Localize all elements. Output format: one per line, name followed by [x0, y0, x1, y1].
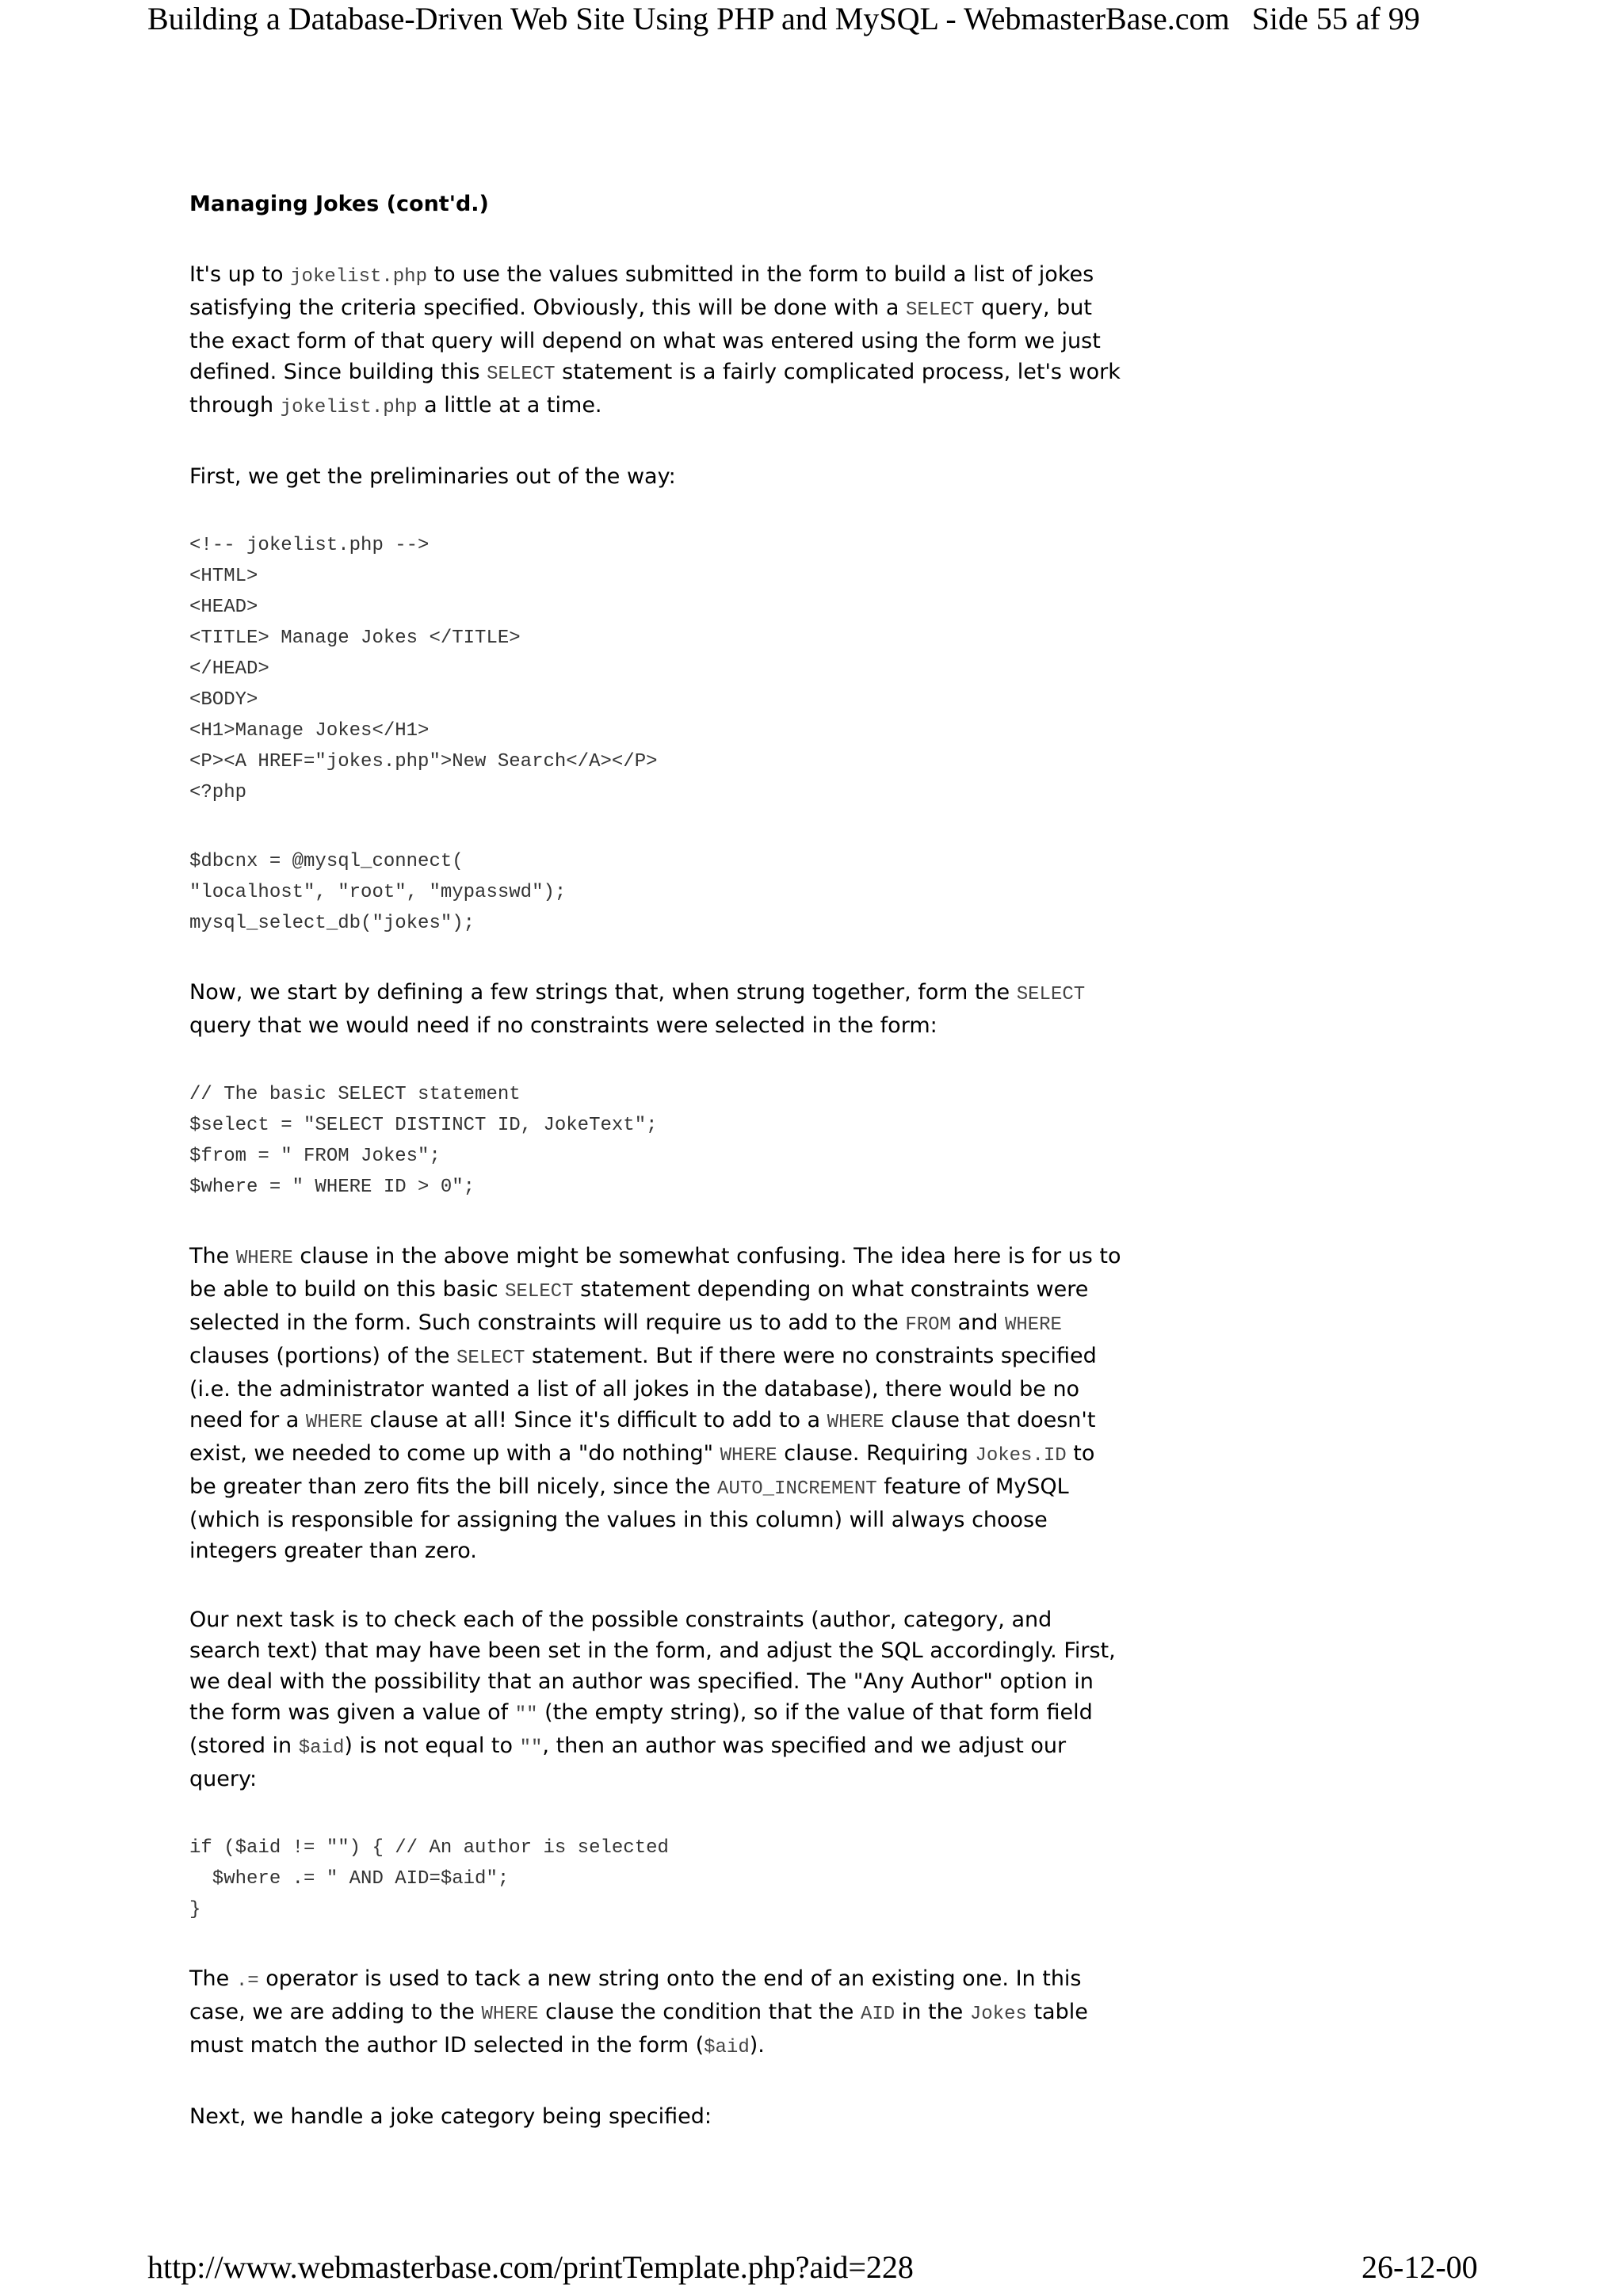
inline-code: SELECT [487, 364, 556, 385]
paragraph-preliminaries: First, we get the preliminaries out of the way: [189, 464, 676, 489]
inline-code: "" [514, 1704, 538, 1726]
inline-code: .= [235, 1970, 259, 1992]
code-block-select: // The basic SELECT statement $select = "SELECT DISTINCT ID, JokeText"; $from = " FROM Jokes"; $where = " WHERE ID > 0"; [189, 1084, 658, 1198]
print-header [147, 0, 1420, 38]
inline-code: SELECT [505, 1281, 574, 1302]
footer-url: http://www.webmasterbase.com/printTemplate.php?aid=228 [147, 2249, 914, 2285]
paragraph-operator: The .= operator is used to tack a new string onto the end of an existing one. In this case, we are adding to the WHERE clause the condition that the AID in the Jokes table must match the author ID selected in the form ($aid). [189, 1966, 1088, 2058]
inline-code: AID [860, 2004, 896, 2025]
section-heading: Managing Jokes (cont'd.) [189, 192, 489, 216]
paragraph-constraints: Our next task is to check each of the possible constraints (author, category, and search text) that may have been set in the form, and adjust the SQL accordingly. First, we deal with the possibility that an author was specified. The "Any Author" option in the form was given a value of "" (the empty string), so if the value of that form field (stored in $aid) is not equal to "", then an author was specified and we adjust our query: [189, 1608, 1116, 1791]
inline-code: AUTO_INCREMENT [717, 1478, 877, 1500]
inline-code: jokelist.php [290, 266, 427, 288]
inline-code: jokelist.php [280, 397, 418, 418]
document-title: Building a Database-Driven Web Site Using PHP and MySQL - WebmasterBase.com [147, 1, 1230, 36]
code-block-db-connect: $dbcnx = @mysql_connect( "localhost", "root", "mypasswd"); mysql_select_db("jokes"); [189, 851, 567, 934]
inline-code: Jokes [969, 2004, 1027, 2025]
paragraph-intro: It's up to jokelist.php to use the values submitted in the form to build a list of jokes satisfying the criteria specified. Obviously, this will be done with a SELECT query, but the exact form of that query will depend on what was entered using the form we just defined. Since building this SELECT statement is a fairly complicated process, let's work through jokelist.php a little at a time. [189, 262, 1121, 418]
paragraph-next: Next, we handle a joke category being specified: [189, 2104, 712, 2129]
code-block-author-check: if ($aid != "") { // An author is selected $where .= " AND AID=$aid"; } [189, 1837, 669, 1920]
paragraph-where-clause: The WHERE clause in the above might be somewhat confusing. The idea here is for us to be able to build on this basic SELECT statement depending on what constraints were selected in the form. Such constraints will require us to add to the FROM and WHERE clauses (portions) of the SELECT statement. But if there were no constraints specified (i.e. the administrator wanted a list of all jokes in the database), there would be no need for a WHERE clause at all! Since it's difficult to add to a WHERE clause that doesn't exist, we needed to come up with a "do nothing" WHERE clause. Requiring Jokes.ID to be greater than zero fits the bill nicely, since the AUTO_INCREMENT feature of MySQL (which is responsible for assigning the values in this column) will always choose integers greater than zero. [189, 1244, 1121, 1563]
inline-code: WHERE [827, 1412, 884, 1433]
code-block-html-header: <!-- jokelist.php --> <HTML> <HEAD> <TITLE> Manage Jokes </TITLE> </HEAD> <BODY> <H1>Manage Jokes</H1> <P><A HREF="jokes.php">New Search</A></P> <?php [189, 535, 658, 803]
article-body [189, 189, 1125, 2170]
inline-code: FROM [905, 1314, 951, 1336]
inline-code: SELECT [1016, 984, 1086, 1005]
inline-code: $aid [704, 2037, 750, 2058]
inline-code: WHERE [305, 1412, 363, 1433]
footer-date: 26-12-00 [1361, 2249, 1478, 2285]
inline-code: WHERE [481, 2004, 539, 2025]
inline-code: $aid [298, 1737, 345, 1759]
paragraph-strings: Now, we start by defining a few strings that, when strung together, form the SELECT query that we would need if no constraints were selected in the form: [189, 980, 1086, 1038]
inline-code: WHERE [720, 1445, 777, 1466]
inline-code: SELECT [906, 299, 975, 321]
inline-code: "" [519, 1737, 543, 1759]
inline-code: WHERE [1004, 1314, 1062, 1336]
inline-code: WHERE [235, 1248, 293, 1269]
inline-code: Jokes.ID [975, 1445, 1067, 1466]
page-number: Side 55 af 99 [1251, 1, 1420, 36]
inline-code: SELECT [456, 1348, 525, 1369]
